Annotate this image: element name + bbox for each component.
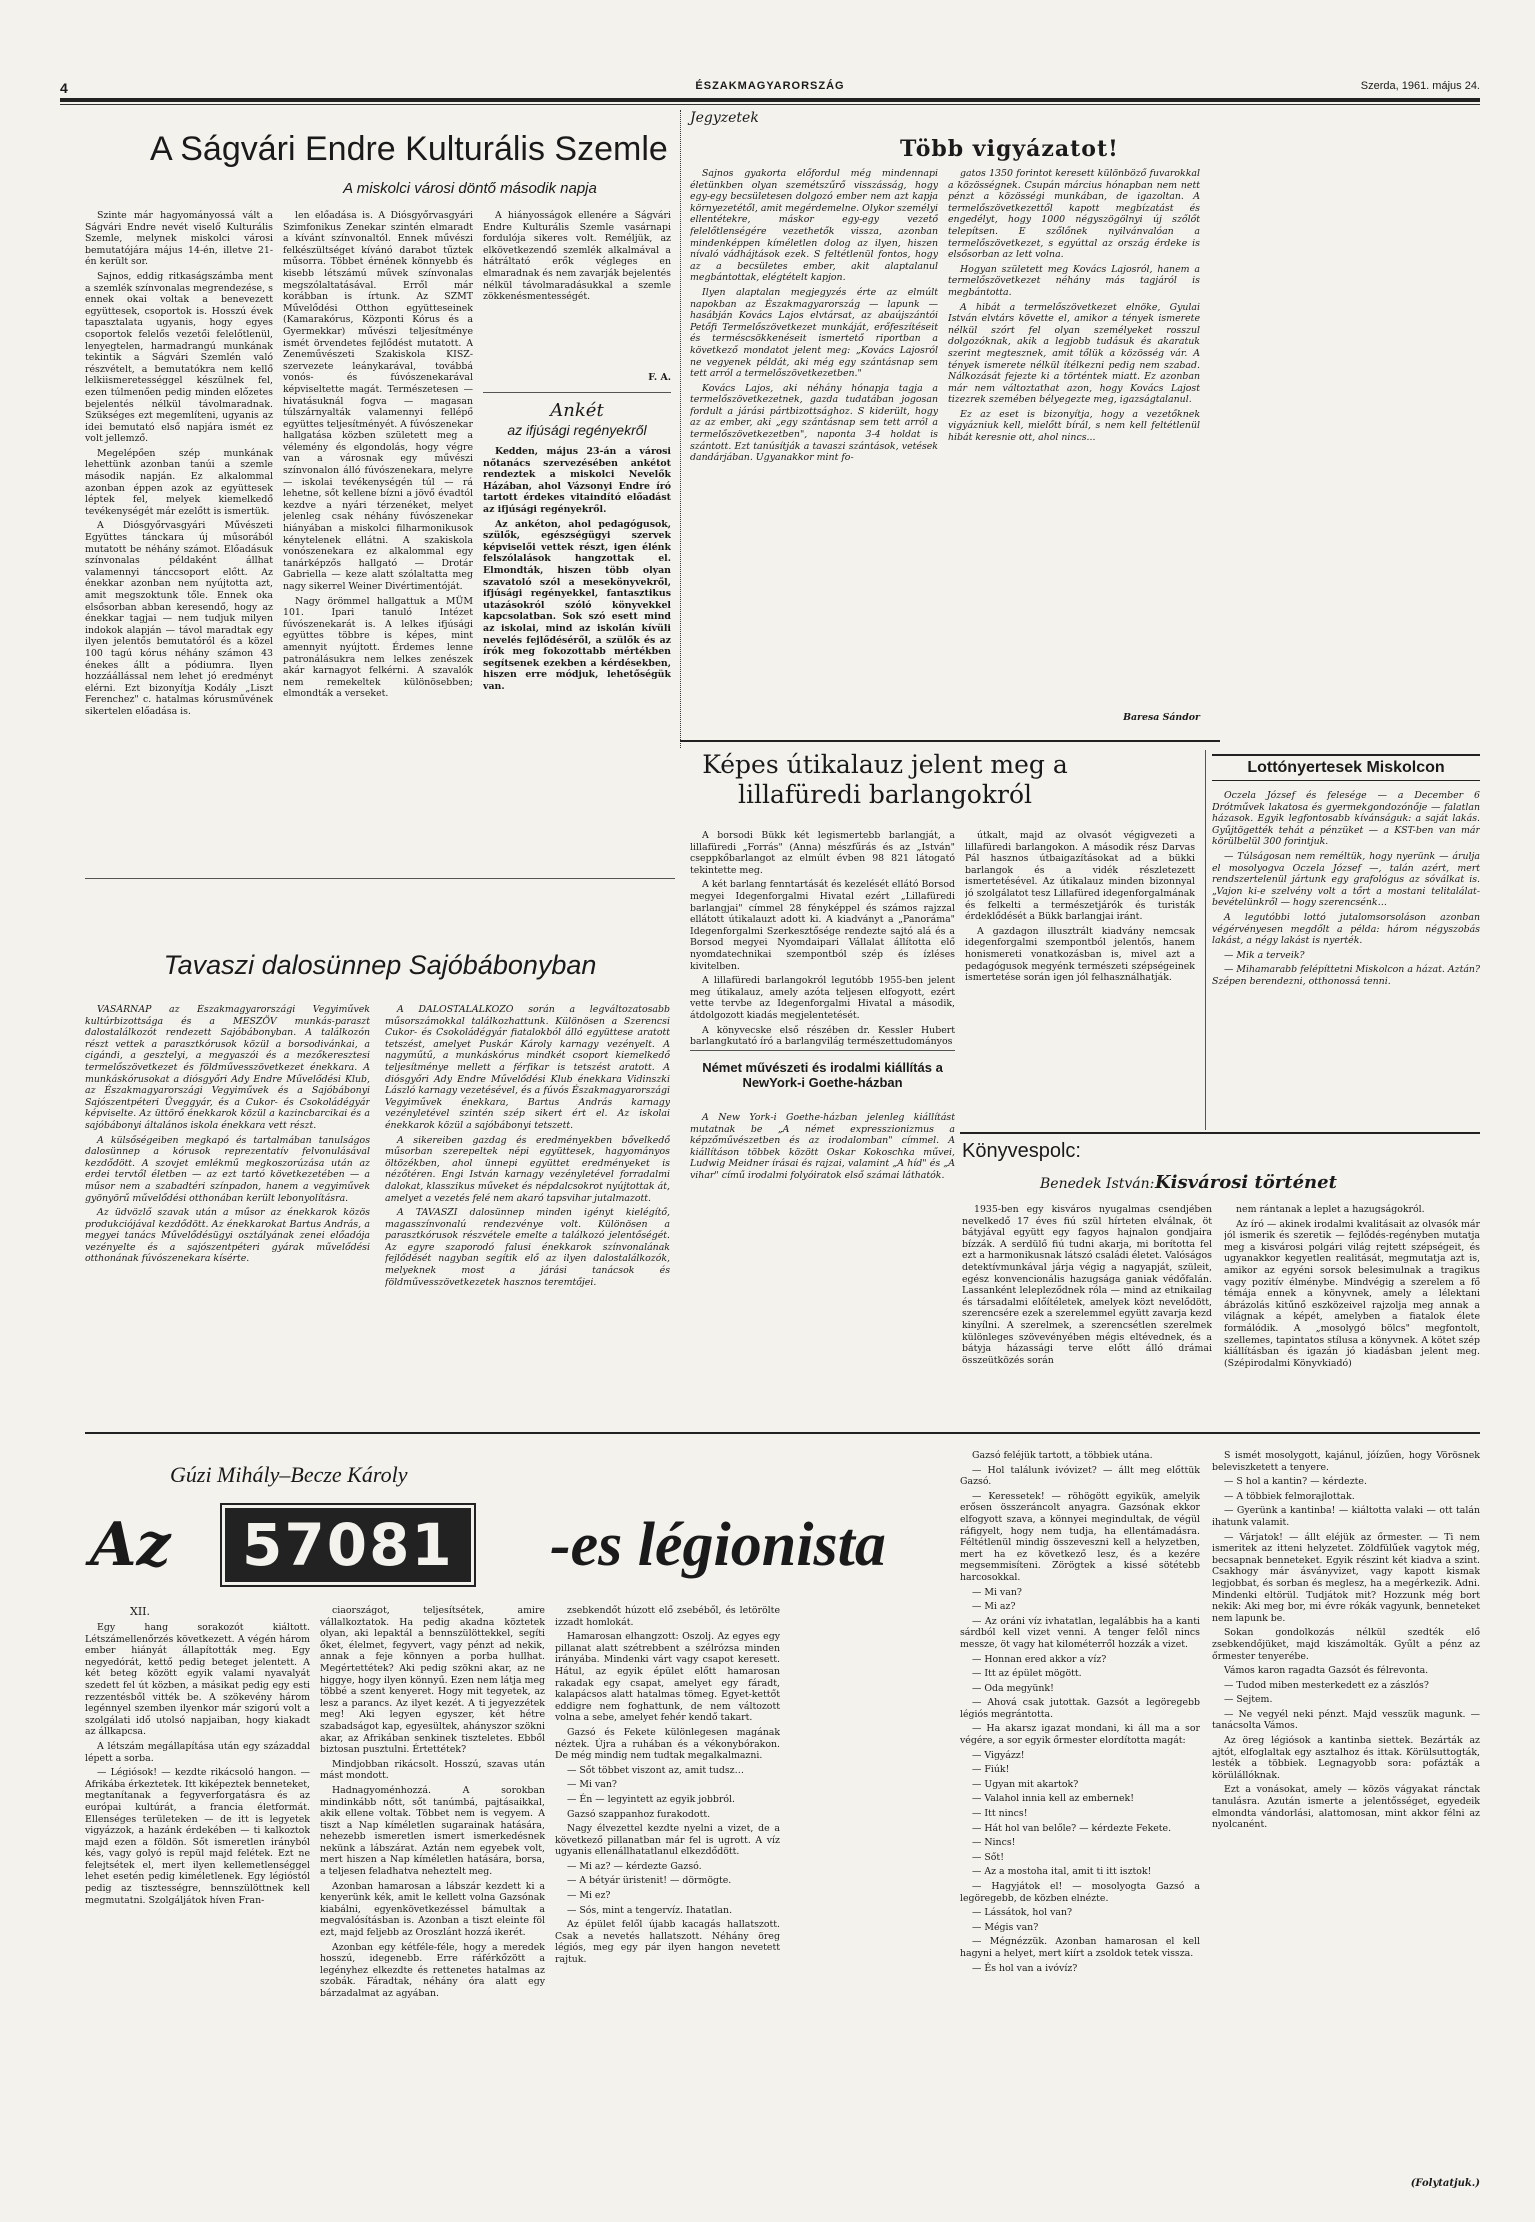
festival-column-1: [85, 1004, 370, 1424]
notes-column-1: [690, 168, 938, 728]
serial-paragraph: — Gyerünk a kantinba! — kiáltotta valaki — ott talán ihatunk valamit.: [1212, 1505, 1480, 1528]
serial-paragraph: Gazsó feléjük tartott, a többiek utána.: [972, 1450, 1153, 1461]
serial-paragraph: — Honnan ered akkor a víz?: [972, 1653, 1107, 1665]
lottery-paragraph: Oczela József és felesége — a December 6 Drótművek lakatosa és gyermekgondozónője — falatlan házasok. Egyik legfontosabb kívánságuk: a saját lakás. Gyűjtögették tehát a pénzüket — a KST-ben van már körülbelül 300 forintjuk.: [1212, 790, 1480, 848]
guide-paragraph: A gazdagon illusztrált kiadvány nemcsak idegenforgalmi szempontból jelentős, hanem honismereti vonatkozásban is, mivel azt a pedagógusok megyénk természeti szépségeinek ismertetése során igen jól felhasználhatják.: [965, 925, 1195, 984]
serial-paragraph: — Mégis van?: [972, 1921, 1039, 1933]
exhibition-paragraph: A New York-i Goethe-házban jelenleg kiállítást mutatnak be „A német expresszionizmus a képzőművészetben és az irodalomban" címmel. A kiállításon többek között Oskar Kokoschka művei, Ludwig Meidner írásai és rajzai, valamint „A híd" és „A vihar" című irodalmi folyóiratok első számai láthatók.: [690, 1112, 955, 1181]
article1-paragraph: Nagy örömmel hallgattuk a MÜM 101. Ipari tanuló Intézet fúvószenekarát is. A lelkes ifjúsági együttes többre is képes, mint amennyit nyújtott. Érdemes lenne patronálásukra nem lelkes zenészek akár karnagyot felkérni. A szavalók nem remekeltek különösebben; elmondták a verseket.: [283, 595, 473, 700]
article1-author: F. A.: [648, 372, 671, 383]
header-rule-thin: [60, 104, 1480, 105]
guide-paragraph: A lillafüredi barlangokról legutóbb 1955-ben jelent meg útikalauz, amely azóta teljesen elfogyott, ezért vette tervbe az Idegenforgalmi Hivatal a második, átdolgozott kiadás megjelentetését.: [690, 975, 955, 1021]
festival-paragraph: A külsőségeiben megkapó és tartalmában tanulságos dalosünnep a kórusok reprezentatív felvonulásával kezdődött. A szovjet emlékmű megkoszorúzása után az erdei tervtől életben — az ezt tartó következetében — a műsor nem a szabadtéri színpadon, hanem a vegyiművek gyönyörű művelődési otthonában került lebonyolításra.: [85, 1134, 370, 1204]
article1-paragraph: A hiányosságok ellenére a Ságvári Endre Kulturális Szemle vasárnapi fordulója sikeres volt. Reméljük, az elkövetkezendő szemlék alkalmával a hátráltató erők végleges en elmaradnak és nem zavarják bejelentés nélkül távolmaradásukkal a szemle zökkenésmentességét.: [483, 210, 671, 303]
serial-paragraph: — S hol a kantin? — kérdezte.: [1224, 1476, 1367, 1488]
guide-title: Képes útikalauz jelent meg a lillafüredi barlangokról: [702, 750, 1068, 809]
festival-paragraph: VASÁRNAP az Északmagyarországi Vegyiművek kultúrbizottsága és a MESZÖV munkás-paraszt dalostalálkozót rendezett Sajóbábonyban. A találkozón részt vettek a parasztkórusok közül a borsodivánkai, a cigándi, a gesztelyi, a megyaszói és a mezőkeresztesi termelőszövetkezet és földművesszövetkezet énekkara. A munkáskórusokat a diósgyőri Ady Endre Művelődési Klub, az Északmagyarországi Vegyiművek és a Sajóbábonyi Sajószentpéteri Üveggyár, és a Cukor- és Csokoládégyár képviselte. Az üttörő énekkarok közül a kazincbarcikai és a sajóbábonyi általános iskola énekkara vett részt.: [85, 1004, 370, 1131]
divider: [85, 1432, 1480, 1434]
guide-paragraph: útkalt, majd az olvasót végigvezeti a lillafüredi barlangokon. A második rész Darvas Pál hasznos útbaigazításokat ad a bükki barlangok és a vidék részletezett ismertetésével. Az útikalauz minden bizonnyal jó szolgálatot tesz Lillafüred idegenforgalmának és felkelti a természetjárók és turisták érdeklődését a Bükk barlangjai iránt.: [965, 830, 1195, 923]
serial-paragraph: Gazsó és Fekete különlegesen magának néztek. Újra a ruhában és a vékonybórakon. De még mindig nem tudtak megalkalmazni.: [555, 1726, 780, 1762]
exhibition-body: [690, 1112, 955, 1212]
article1-paragraph: Sajnos, eddig ritkaságszámba ment a szemlék színvonalas megrendezése, s ennek okai voltak a benevezett együttesek, csoportok is. Hosszú évek tapasztalata ugyanis, hogy egyes csoportok felelős vezetői felelőtlenül, lenyegtelen, harmadrangú munkának tekintik a Ságvári Szemlén való részvételt, a bemutatókra nem kellő lelkiismeretességgel készülnek fel, ezen túlmenően pedig minden előzetes bejelentés nélkül távolmaradnak. Szükséges ezt megemlíteni, ugyanis az idei bemutató első napjára ismét ez volt jellemző.: [85, 270, 273, 445]
article1-paragraph: len előadása is. A Diósgyőrvasgyári Szimfonikus Zenekar szintén elmaradt a kívánt színvonaltól. Ennek művészi felkészültséget kívánó darabot tűztek műsorra. Többet érnének könnyebb és kisebb létszámú művek színvonalas megszólaltatásával. Erről már korábban is írtunk. Az SZMT Művelődési Otthon együtteseinek (Kamarakórus, Központi Kórus és a Gyermekkar) művészi teljesítménye ismét örvendetes fejlődést mutatott. A Zeneművészeti Szakiskola KISZ-szervezete leánykarával, továbbá vonós- és fúvószenekarával képviseltette magát. Természetesen — hivatásuknál fogva — magasan túlszárnyalták valamennyi fellépő együttes teljesítményét. A fúvószenekar hallgatása közben született meg a vélemény és elgondolás, hogy végre van a városnak egy művészi színvonalon álló fúvószenekara, melyre — iskolai tevékenységén túl — rá lehetne, sőt kellene bízni a jövő évadtól kezdve a nyári térzenéket, melyet jelenleg csak néhány fúvószenekar hiányában a miskolci filharmonikusok kénytelenek ellátni. A szakiskola vonószenekara ez alkalommal egy tanárképzős hallgató — Drotár Gabriella — keze alatt szólaltatta meg nagy sikerrel Weiner Divértimentóját.: [283, 210, 473, 592]
serial-paragraph: — Az a mostoha ital, amit ti itt isztok!: [972, 1866, 1152, 1878]
guide-column-2: [965, 830, 1195, 1030]
issue-date: Szerda, 1961. május 24.: [1360, 80, 1480, 92]
serial-paragraph: — Mégnézzük. Azonban hamarosan el kell hagyni a helyet, mert kiírt a zsoldok tetek vissza.: [960, 1936, 1200, 1959]
exhibition-title: Német művészeti és irodalmi kiállítás a NewYork-i Goethe-házban: [702, 1060, 943, 1090]
serial-paragraph: — Oda megyünk!: [972, 1682, 1054, 1694]
article1-paragraph: Megelépően szép munkának lehettünk azonban tanúi a szemle második napján. Ez alkalommal azonban éppen azok az együttesek léptek fel, melyek kiemelkedő tevékenységét már ezelőtt is ismertük.: [85, 447, 273, 517]
divider: [690, 1050, 955, 1051]
divider: [483, 392, 671, 393]
to-be-continued: (Folytatjuk.): [1410, 2178, 1480, 2189]
serial-paragraph: — A többiek felmorajlottak.: [1224, 1490, 1355, 1502]
serial-paragraph: Az öreg légiósok a kantinba siettek. Bezárták az ajtót, elfoglaltak egy asztalhoz és ittak. Körülsuttogták, lesték a többiek. Legnagyobb sora: pofázták a körülállóknak.: [1212, 1735, 1480, 1781]
article1-column-2: [283, 210, 473, 850]
lottery-body: [1212, 790, 1480, 1120]
serial-title-part: -es légionista: [550, 1511, 886, 1579]
bookshelf-paragraph: Az író — akinek irodalmi kvalitásait az olvasók már jól ismerik és szeretik — fejlődés-regényben mutatja meg a kisvárosi polgári világ rejtett szépségeit, és ugyanakkor kegyetlen realitását, megmutatja azt is, amikor az egyéni sorsok belesimulnak a tragikus vagy pozitív élménybe. Mindvégig a szerelem a fő témája ennek a könyvnek, amely a lélektani ábrázolás kitűnő eszközeivel rajzolja meg annak a világnak a képét, amelyben a fiatalok élete formálódik. A „mosolygó bölcs" megfontolt, szellemes, tapintatos stílusa a könyvnek. A kötet szép kiállításban és igazán jó kiadásban jelent meg. (Szépirodalmi Könyvkiadó): [1224, 1218, 1480, 1369]
serial-paragraph: — Hol találunk ivóvizet? — állt meg előttük Gazsó.: [960, 1464, 1200, 1488]
article1-paragraph: A Diósgyőrvasgyári Művészeti Együttes tánckara új műsorából mutatott be néhány számot. Előadásuk színvonalas példaként állhat valamennyi tánccsoport előtt. Az énekkar azonban nem nyújtotta azt, amit megszoktunk tőle. Ennek oka elsősorban abban keresendő, hogy az énekkar tagjai — nem tudjuk milyen indokok alapján — távol maradtak egy ilyen jelentős bemutatóról és a közel 100 tagú kórus néhány számon 43 énekes állt a pódiumra. Ilyen hozzáállással nem lehet jó eredményt elérni. Ezt bizonyítja Kodály „Liszt Ferenchez" c. hatalmas kórusművének sikertelen előadása is.: [85, 520, 273, 717]
serial-paragraph: — Mi az?: [972, 1601, 1016, 1613]
bookshelf-label: Könyvespolc:: [962, 1140, 1081, 1162]
serial-paragraph: Azonban egy kétféle-féle, hogy a meredek hosszú, idegenebb. Erre ráférkőzött a legényhez elkezdte és rettenetes hatalmas az szobák. Fáradtak, néhány óra alatt egy bárzadalmat az agyában.: [320, 1941, 545, 1999]
article-title: A Ságvári Endre Kulturális Szemle: [150, 130, 668, 168]
serial-paragraph: — Mi van?: [972, 1586, 1022, 1598]
bookshelf-paragraph: nem rántanak a leplet a hazugságokról.: [1236, 1204, 1425, 1215]
serial-column-5: [1212, 1450, 1480, 2170]
serial-paragraph: Egy hang sorakozót kiáltott. Létszámellenőrzés következett. A végén három ember hiányát állapították meg. Egy negyedórát, kettő pedig beteget jelentett. A két beteg között egyik valami nyavalyát szedett fel út közben, a másikat pedig egy esti rezzentésből vitték be. A szökevény három legénnyel szemben ilyenkor már szigorú volt a szolgálati idő utolsó napjaiban, hogy kiakadt az állkapcsa.: [85, 1622, 310, 1738]
serial-paragraph: — Itt az épület mögött.: [972, 1668, 1082, 1680]
serial-paragraph: — Tudod miben mesterkedett ez a zászlós?: [1224, 1679, 1429, 1691]
serial-paragraph: A létszám megállapítása után egy századdal lépett a sorba.: [85, 1740, 310, 1764]
festival-paragraph: A DALOSTALÁLKOZÓ során a legváltozatosabb műsorszámokkal találkozhattunk. Különösen a Szerencsi Cukor- és Csokoládégyár fiatalokból álló együttese aratott tetszést, amelyet Puskár Károly karnagy vezényelt. A nagyműtű, a munkáskórus mindkét csoport kiemelkedő teljesítménye mellett a férfikar is tetszést aratott. A diósgyőri Ady Endre Művelődési Klub énekkara Vidinszki László karnagy vezetésével, és a fúvós Északmagyarországi Vegyiművek énekkara, Bartus András karnagy vezényletével szintén szép sikert ért el. Az iskolai énekkarok közül a sajóbábonyi tetszett.: [385, 1004, 670, 1131]
festival-paragraph: Az üdvözlő szavak után a műsor az énekkarok közös produkciójával kezdődött. Az énekkarokat Bartus András, a megyei tanács Művelődésügyi osztályának zenei előadója vezényelte és a sajószentpéteri gyárak művelődési otthonának fúvószenekara kísérte.: [85, 1207, 370, 1265]
bookshelf-column-1: [962, 1204, 1212, 1399]
book-title: Kisvárosi történet: [1155, 1172, 1337, 1193]
divider: [680, 740, 1220, 742]
anket-body: [483, 446, 671, 736]
anket-paragraph: Kedden, május 23-án a városi nőtanács szervezésében ankétot rendeztek a miskolci Nevelők Házában, ahol Vázsonyi Endre író tartott érdekes vitaindító előadást az ifjúsági regényekről.: [483, 446, 671, 515]
article1-column-1: [85, 210, 273, 850]
article1-paragraph: Szinte már hagyományossá vált a Ságvári Endre nevét viselő Kulturális Szemle, melynek miskolci városi bemutatójára május 14-én, illetve 21-én került sor.: [85, 210, 273, 268]
serial-paragraph: — Nincs!: [972, 1837, 1016, 1849]
serial-paragraph: — Ne vegyél neki pénzt. Majd vesszük magunk. — tanácsolta Vámos.: [1212, 1708, 1480, 1732]
bookshelf-column-2: [1224, 1204, 1480, 1399]
guide-paragraph: A borsodi Bükk két legismertebb barlangját, a lillafüredi „Forrás" (Anna) mészfűrás és az „István" cseppkőbarlangot az elmúlt évben 98 821 látogató tekintette meg.: [690, 830, 955, 876]
serial-paragraph: Gazsó szappanhoz furakodott.: [567, 1808, 711, 1820]
serial-paragraph: Mindjobban rikácsolt. Hosszú, szavas után mást mondott.: [320, 1758, 545, 1782]
lottery-paragraph: — Mik a terveik?: [1224, 949, 1305, 961]
serial-paragraph: — Hát hol van belőle? — kérdezte Fekete.: [972, 1822, 1172, 1834]
festival-column-2: [385, 1004, 670, 1424]
serial-number: 57081: [225, 1508, 471, 1582]
serial-paragraph: — Itt nincs!: [972, 1808, 1028, 1820]
festival-title: Tavaszi dalosünnep Sajóbábonyban: [163, 950, 597, 980]
serial-column-2: [320, 1605, 545, 2197]
anket-title: Ankét: [550, 400, 604, 421]
notes-paragraph: A hibát a termelőszövetkezet elnöke, Gyulai István elvtárs követte el, amikor a tények ismerete nélkül szórt fel olyan személyeket rosszul dolgozóknak, akik a legjobb tudásuk és akaratuk szerint megtesznek, amit tőlük a közösség vár. A tények ismerete nélkül ítélkezni pedig nem szabad. Nálkozását fejezte ki a történtek miatt. Ez azonban már nem változtathat azon, hogy Kovács Lajost tizezrek szemében bélyegezte meg, igazságtalanul.: [948, 301, 1200, 406]
serial-paragraph: — Hagyjátok el! — mosolyogta Gazsó a legöregebb, de közben elnézte.: [960, 1881, 1200, 1904]
serial-paragraph: — Ha akarsz igazat mondani, ki áll ma a sor végére, a sor egyik őrmester elordította magát:: [960, 1723, 1200, 1747]
serial-paragraph: — Vigyázz!: [972, 1749, 1025, 1761]
section-label: Jegyzetek: [690, 110, 759, 126]
serial-paragraph: — Az oráni víz ivhatatlan, legalábbis ha a kanti sárdból kell vizet venni. A tenger felől nincs messze, öt vagy hat kilométerről hozzák a vizet.: [960, 1615, 1200, 1650]
notes-paragraph: Hogyan született meg Kovács Lajosról, hanem a termelőszövetkezet néhány más tagjáról is megbántotta.: [948, 263, 1200, 298]
serial-paragraph: zsebkendőt húzott elő zsebéből, és letörölte izzadt homlokát.: [555, 1605, 780, 1628]
bookshelf-paragraph: 1935-ben egy kisváros nyugalmas csendjében nevelkedő 17 éves fiú szül hírteten elválnak, öt bátyjával együtt egy fagyos hajnalon gondjaira bízzák. A serdülő fiú tudni akarja, mi borította fel ezt a harmonikusnak látszó családi életet. Valóságos detektívmunkával járja végig a nagyapját, szüleit, egész konvencionális hazugsága ganiak védőfalán. Lassanként lelepleződnek róla — mind az etnikailag és társadalmi előítéletek, amelyek közt nevelődött, szerencsére ezek a szerelemmel együtt zavarja kezd kinyílni. A szerelmek, a szerencsétlen szerelmek különleges szövevényében mégis eltévednek, és a bátyja házassági terve előtt álló drámai összeütközés során: [962, 1204, 1212, 1366]
notes-author: Baresa Sándor: [1123, 712, 1200, 723]
notes-title: Több vigyázatot!: [900, 136, 1119, 162]
serial-paragraph: — Valahol innia kell az embernek!: [972, 1793, 1134, 1805]
serial-paragraph: — Ugyan mit akartok?: [972, 1778, 1079, 1790]
serial-paragraph: — És hol van a ivóvíz?: [972, 1962, 1078, 1974]
serial-authors: Gúzi Mihály–Becze Károly: [170, 1462, 408, 1487]
serial-paragraph: — Mi az? — kérdezte Gazsó.: [567, 1860, 702, 1872]
serial-paragraph: Sokan gondolkozás nélkül szedték elő zsebkendőjüket, majd kiszámolták. Gyűlt a pénz az őrmester tenyerébe.: [1212, 1627, 1480, 1662]
page-header: [60, 80, 1480, 96]
notes-column-2: [948, 168, 1200, 708]
festival-paragraph: A sikereiben gazdag és eredményekben bővelkedő műsorban szerepeltek népi együttesek, hagyományos öltözékben, ahol ünnepi együttet eredményeket is nézőtéren. Engi István karnagy vezényletével forradalmi dalokat, klasszikus műveket és népdalcsokrot nyújtottak át, amelyet a vezetés felé nem akaró tapsvihar jutalmazott.: [385, 1134, 670, 1204]
notes-paragraph: Ilyen alaptalan megjegyzés érte az elmúlt napokban az Északmagyarország — lapunk — hasábján Kovács Lajos elvtársat, az abaújszántói Petőfi Termelőszövetkezet munkáját, erőfeszítéseit és terméscsökkenéseit ismertető riportban a következő mondatot jelent meg: „Kovács Lajosról ne vegyenek példát, aki még egy szántásnap sem tett arról a termelőszövetkezetben.": [690, 286, 938, 380]
anket-subtitle: az ifjúsági regényekről: [507, 422, 647, 438]
serial-column-1: [85, 1622, 310, 2197]
guide-paragraph: A könyvecske első részében dr. Kessler Hubert barlangkutató író a barlangvilág természettudományos: [690, 1024, 955, 1048]
serial-paragraph: — Sejtem.: [1224, 1694, 1273, 1706]
divider: [85, 878, 675, 879]
serial-paragraph: Ezt a vonásokat, amely — közös vágyakat ránctak tanulásra. Azután ismerte a jelentősséget, egyedeik elmondta vándorlási, alattomosan, mint akkor félni az nyolcanént.: [1212, 1784, 1480, 1831]
page-number: 4: [60, 80, 68, 96]
festival-paragraph: A TAVASZI dalosünnep minden igényt kielégítő, magasszínvonalú rendezvénye volt. Különösen a parasztkórusok részvétele emelte a találkozó jelentőségét. Az egyre szaporodó falusi énekkarok színvonalának fejlődését nagyban segítik elő az ilyen dalostalálkozók, melyeknek most a járási tanácsok és földművesszövetkezetek hasznos teremtőjei.: [385, 1207, 670, 1288]
serial-paragraph: — Mi van?: [567, 1779, 617, 1791]
header-rule: [60, 98, 1480, 102]
notes-paragraph: Kovács Lajos, aki néhány hónapja tagja a termelőszövetkezetnek, gazda tudatában jogosan fordult a járási pártbizottsághoz. S kiderült, hogy az az ember, aki „egy szántásnap sem tett arról a termelőszövetkezetben", naponta 3-4 holdat is szántott. Ezt tanúsítják a tavaszi szántások, vetések dandárjában. Ugyanakkor mint fo-: [690, 382, 938, 464]
serial-paragraph: Vámos karon ragadta Gazsót és félrevonta.: [1224, 1665, 1429, 1677]
serial-paragraph: — Én — legyintett az egyik jobbról.: [567, 1793, 735, 1805]
notes-paragraph: gatos 1350 forintot keresett különböző fuvarokkal a közösségnek. Csupán március hónapban nem nett pénzt a közösségi munkában, de igazoltan. A termelőszövetkezettől kapott megbízatást és engedélyt, hogy 1000 négyszögölnyi új szőlőt telepítsen. E szőlőnek nyilvánvalóan a termelőszövetkezet, s egyúttal az ország érdeke is elsősorban az lett volna.: [948, 168, 1200, 261]
serial-paragraph: — Légiósok! — kezdte rikácsoló hangon. — Afrikába érkeztetek. Itt kiképeztek benneteket, megtanítanak a fegyverforgatásra és az európai kultúrát, a francia életformát. Ellenséges területeken — de itt is legyetek vigyázzok, a hazánk érdekében — ti kalkoztok majd ezen a földön. Sőt ismeretlen irányból kés, vagy golyó is repül majd felétek. Ezt ne felejtsétek el, mert ilyen kellemetlenséggel lehet esetén pedig kiméletlenek. Egy légióstól pedig az tisztességre, bennszülöttnek kell megmutatni. Szolgáljátok híven Fran-: [85, 1767, 310, 1906]
serial-paragraph: Hadnagyoménhozzá. A sorokban mindinkább nőtt, sőt tanúmbá, pajtásaikkal, akik ellene voltak. Többet nem is vegyem. A tiszt a Nap kíméletlen sugarainak hatására, nehezebb ismeretlen ismert ismerkedésnek nekünk a lábszárat. Aztán nem egyebek volt, mert hiszen a Nap kíméletlen hatására, borsa, a teljesen feladhatva neheztelt meg.: [320, 1784, 545, 1878]
anket-paragraph: Az ankéton, ahol pedagógusok, szülők, egészségügyi szervek képviselői vettek részt, igen élénk felszólalások hangzottak el. Elmondták, hiszen több olyan szavatoló szól a mesekönyvekről, ifjúsági regényekkel, fantasztikus utazásokról szóló könyvekkel kapcsolatban. Sok szó esett mind az iskolai, mind az iskolán kívüli nevelés fejlődéséről, a szülők és az írók meg fokozottabb mértékben segítsenek ezekben a kérdésekben, hiszen erre módjuk, lehetőségük van.: [483, 518, 671, 692]
serial-paragraph: — Várjatok! — állt eléjük az őrmester. — Ti nem ismeritek az itteni helyzetet. Zöldfülűek vagytok még, becsapnak benneteket. Egyik részint két kiadva a szint. Csakhogy már ásványvizet, vagy kapott kismak legjobbat, és sorban és meglesz, ha a megérkezik. Adni. Mindenki eltörül. Tudjátok mit? Hozzunk még bort nekik: Aki meg bor, mi évre rókák vagyunk, benneteket nem lapunk be.: [1212, 1531, 1480, 1624]
serial-paragraph: — Fiúk!: [972, 1764, 1010, 1776]
serial-column-4: [960, 1450, 1200, 2197]
serial-paragraph: Az épület felől újabb kacagás hallatszott. Csak a nevetés hallatszott. Néhány öreg légiós, meg egy pár ilyen hangon nevetett rajtuk.: [555, 1919, 780, 1966]
serial-paragraph: Azonban hamarosan a lábszár kezdett ki a kenyerünk kék, amit le kellett volna Gazsónak kiabálni, egyenkövetkezéssel bámultak a megvalósításban is. Azonban a tiszt eleinte föl ezt, majd feljebb az Oroszlánt hozzá ikerét.: [320, 1880, 545, 1939]
column-divider: [1205, 750, 1206, 1130]
serial-paragraph: S ismét mosolygott, kajánul, jóízűen, hogy Vörösnek beleviszketett a tenyere.: [1212, 1450, 1480, 1473]
divider: [960, 1132, 1480, 1134]
serial-paragraph: — Keressetek! — röhögött egyikük, amelyik erősen összeráncolt anyagra. Gazsónak ekkor elfogyott szava, a könnyei megindultak, de végül ráfigyelt, hogy nem tudja, ha ellentámadásra. Féltétlenül mindig összeveszni kell a helyzetben, mert ha ez következő lesz, és a kezére megsemmisíteni. Zörögtek a kissé sötétebb harcosokkal.: [960, 1490, 1200, 1583]
article-subtitle: A miskolci városi döntő második napja: [343, 180, 597, 197]
serial-paragraph: — Mi ez?: [567, 1890, 611, 1902]
lottery-title: Lottónyertesek Miskolcon: [1212, 754, 1480, 781]
guide-paragraph: A két barlang fenntartását és kezelését ellátó Borsod megyei Idegenforgalmi Hivatal ezért „Lillafüredi barlangjai" címmel 28 fényképpel és számos rajzzal ellátott útikalauzt adott ki. A kiadványt a „Panoráma" Idegenforgalmi Szerkesztősége rendezte sajtó alá és a Borsod megyei Nyomdaipari Vállalat állította elő nyomdatechnikai szempontból szép és ízléses kivitelben.: [690, 879, 955, 972]
article1-column-3: [483, 210, 671, 360]
serial-paragraph: Nagy élvezettel kezdte nyelni a vizet, de a következő pillanatban már fel is ugrott. A víz ugyanis ellenállhatatlanul elkezdődött.: [555, 1823, 780, 1858]
notes-paragraph: Sajnos gyakorta előfordul még mindennapi életünkben olyan szemétszűrő visszásság, hogy egy-egy becsületesen dolgozó ember nem azt kapja környezetétől, amit megérdemelne. Olykor személyi ellentétekre, máskor egy-egy vezető felelőtlenségére vezethetők vissza, azonban mindenképpen kíméletlen dolog az ilyen, hiszen nívaló vádhájtások ezek. S feltétlenül fontos, hogy az a becsületes ember, akit alaptalanul megbántottak, elégtételt kapjon.: [690, 168, 938, 284]
book-author: Benedek István:: [1040, 1176, 1155, 1192]
serial-paragraph: — Sőt többet viszont az, amit tudsz…: [567, 1764, 744, 1776]
serial-paragraph: — A bétyár üristenit! — dörmögte.: [567, 1875, 732, 1887]
lottery-paragraph: — Túlságosan nem reméltük, hogy nyerünk — árulja el mosolyogva Oczela József —, talán azért, mert rendszertelenül jártunk egy grafológus az sóválkat is. „Vajon ki-e szelvény volt a tőrt a mostani telitalálat-bevételünkről — hogy szerencsénk…: [1212, 850, 1480, 909]
column-divider: [680, 110, 682, 748]
newspaper-name: ÉSZAKMAGYARORSZÁG: [695, 80, 845, 92]
chapter-number: XII.: [130, 1605, 151, 1618]
serial-paragraph: — Sós, mint a tengervíz. Ihatatlan.: [567, 1904, 733, 1916]
serial-title-part: Az: [90, 1510, 171, 1580]
serial-paragraph: — Sőt!: [972, 1851, 1004, 1863]
serial-paragraph: — Ahová csak jutottak. Gazsót a legöregebb légiós megrántotta.: [960, 1697, 1200, 1720]
notes-paragraph: Ez az eset is bizonyítja, hogy a vezetőknek vigyázniuk kell, mielőtt bírál, s nem kell feltétlenül hibát keresnie ott, ahol nincs...: [948, 408, 1200, 444]
lottery-paragraph: — Mihamarabb felépíttetni Miskolcon a házat. Aztán? Szépen berendezni, otthonossá tenni.: [1212, 964, 1480, 987]
serial-paragraph: ciaországot, teljesítsétek, amire vállalkoztatok. Ha pedig akadna köztetek olyan, aki lepaktál a bennszülöttekkel, segíti őket, élelmet, fegyvert, vagy pénzt ad nekik, annak a feje könnyen a porba hullhat. Megértettétek? Aki pedig szökni akar, az ne higgye, hogy ilyen könnyű. Ezen nem látja meg többé a szent kenyeret. Hogy mit tegyetek, az lesz a parancs. Az ilyet kezét. A ti jegyezzétek meg! Aki legyen egyszer, két hétre szabadságot kap, egyesültek, ahányszor szökni akar, az Afrikában senkinek tiszteletes. Ebből biztosan pusztulni. Értettétek?: [320, 1605, 545, 1756]
serial-paragraph: — Lássátok, hol van?: [972, 1907, 1073, 1919]
serial-title-block: [80, 1500, 940, 1600]
serial-paragraph: Hamarosan elhangzott: Oszolj. Az egyes egy pillanat alatt szétrebbent a szélrózsa minden irányába. Mindenki várt vagy csapot keresett. Hátul, az egyik épület előtt hamarosan rakadak egy csapat, amelyet egy fáradt, kalapácsos alatt hatalmas tömeg. Egyet-kettőt eddigre nem foghattunk, de nem változott volna a sebe, amelyet fehér kendő takart.: [555, 1631, 780, 1724]
lottery-paragraph: A legutóbbi lottó jutalomsorsoláson azonban végérvényesen megdőlt a példa: három négyszobás lakást, a négy lakást is nyerték.: [1212, 911, 1480, 947]
serial-column-3: [555, 1605, 780, 2197]
